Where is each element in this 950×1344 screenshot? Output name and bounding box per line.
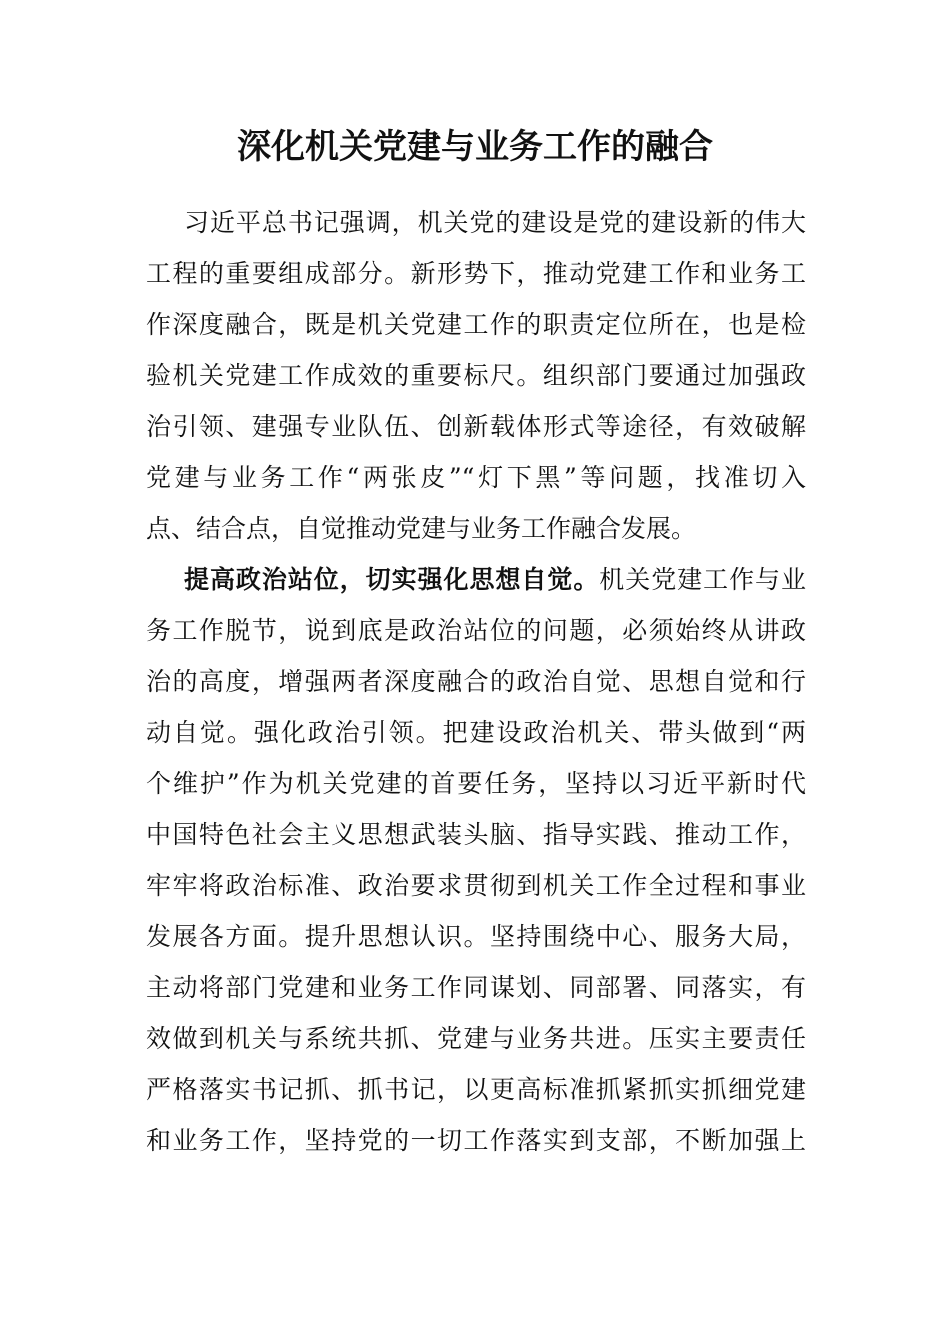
paragraph-line: 治的高度，增强两者深度融合的政治自觉、思想自觉和行 [146, 667, 806, 696]
paragraph-line: 主动将部门党建和业务工作同谋划、同部署、同落实，有 [146, 973, 806, 1002]
paragraph-line: 点、结合点，自觉推动党建与业务工作融合发展。 [146, 514, 697, 543]
paragraph-first-line [184, 560, 806, 600]
paragraph-line: 党建与业务工作“两张皮”“灯下黑”等问题，找准切入 [146, 463, 806, 492]
paragraph-line: 治引领、建强专业队伍、创新载体形式等途径，有效破解 [146, 412, 806, 441]
paragraph-line: 务工作脱节，说到底是政治站位的问题，必须始终从讲政 [146, 616, 806, 645]
document-title: 深化机关党建与业务工作的融合 [237, 127, 713, 167]
section-lead-heading: 提高政治站位，切实强化思想自觉。 [184, 565, 600, 594]
paragraph-line: 作深度融合，既是机关党建工作的职责定位所在，也是检 [146, 310, 806, 339]
paragraph-line: 验机关党建工作成效的重要标尺。组织部门要通过加强政 [146, 361, 806, 390]
paragraph-line: 个维护”作为机关党建的首要任务，坚持以习近平新时代 [146, 769, 806, 798]
paragraph-line: 牢牢将政治标准、政治要求贯彻到机关工作全过程和事业 [146, 871, 806, 900]
paragraph-line: 中国特色社会主义思想武装头脑、指导实践、推动工作， [146, 820, 806, 849]
paragraph-line: 和业务工作，坚持党的一切工作落实到支部，不断加强上 [146, 1126, 806, 1155]
paragraph-line: 动自觉。强化政治引领。把建设政治机关、带头做到“两 [146, 718, 806, 747]
paragraph-line: 习近平总书记强调，机关党的建设是党的建设新的伟大 [184, 208, 806, 237]
paragraph-line: 工程的重要组成部分。新形势下，推动党建工作和业务工 [146, 259, 806, 288]
paragraph-line: 严格落实书记抓、抓书记，以更高标准抓紧抓实抓细党建 [146, 1075, 806, 1104]
paragraph-line: 效做到机关与系统共抓、党建与业务共进。压实主要责任 [146, 1024, 806, 1053]
paragraph-line-rest: 机关党建工作与业 [599, 565, 806, 594]
paragraph-line: 发展各方面。提升思想认识。坚持围绕中心、服务大局， [146, 922, 806, 951]
